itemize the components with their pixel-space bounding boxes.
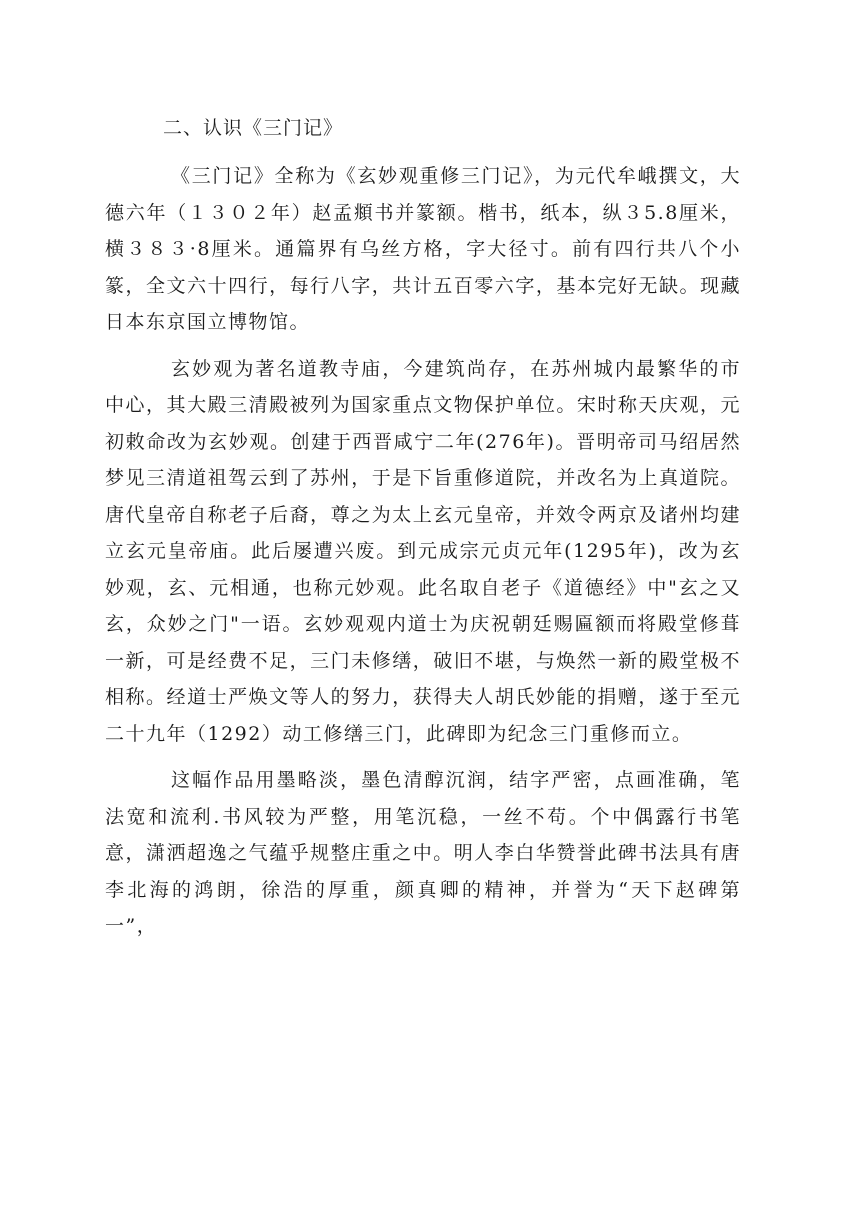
document-body [105,104,741,955]
paragraph-style: 这幅作品用墨略淡，墨色清醇沉润，结字严密，点画准确，笔法宽和流利.书风较为严整，用笔沉稳，一丝不苟。个中偶露行书笔意，潇洒超逸之气蕴乎规整庄重之中。明人李白华赞誉此碑书法具有唐李北海的鸿朗，徐浩的厚重，颜真卿的精神，并誉为“天下赵碑第一”， [105,769,741,937]
paragraph-intro: 《三门记》全称为《玄妙观重修三门记》，为元代牟峨撰文，大德六年（１３０２年）赵孟頫书并篆额。楷书，纸本，纵３5.8厘米，横３８３·8厘米。通篇界有乌丝方格，字大径寸。前有四行共八个小篆，全文六十四行，每行八字，共计五百零六字，基本完好无缺。现藏日本东京国立博物馆。 [105,165,741,333]
paragraph-history: 玄妙观为著名道教寺庙，今建筑尚存，在苏州城内最繁华的市中心，其大殿三清殿被列为国家重点文物保护单位。宋时称天庆观，元初敕命改为玄妙观。创建于西晋咸宁二年(276年)。晋明帝司马绍居然梦见三清道祖驾云到了苏州，于是下旨重修道院，并改名为上真道院。唐代皇帝自称老子后裔，尊之为太上玄元皇帝，并效令两京及诸州均建立玄元皇帝庙。此后屡遭兴废。到元成宗元贞元年(1295年)，改为玄妙观，玄、元相通，也称元妙观。此名取自老子《道德经》中"玄之又玄，众妙之门"一语。玄妙观观内道士为庆祝朝廷赐匾额而将殿堂修葺一新，可是经费不足，三门未修缮，破旧不堪，与焕然一新的殿堂极不相称。经道士严焕文等人的努力，获得夫人胡氏妙能的捐赠，遂于至元二十九年（1292）动工修缮三门，此碑即为纪念三门重修而立。 [105,357,741,745]
section-heading: 二、认识《三门记》 [163,117,344,139]
